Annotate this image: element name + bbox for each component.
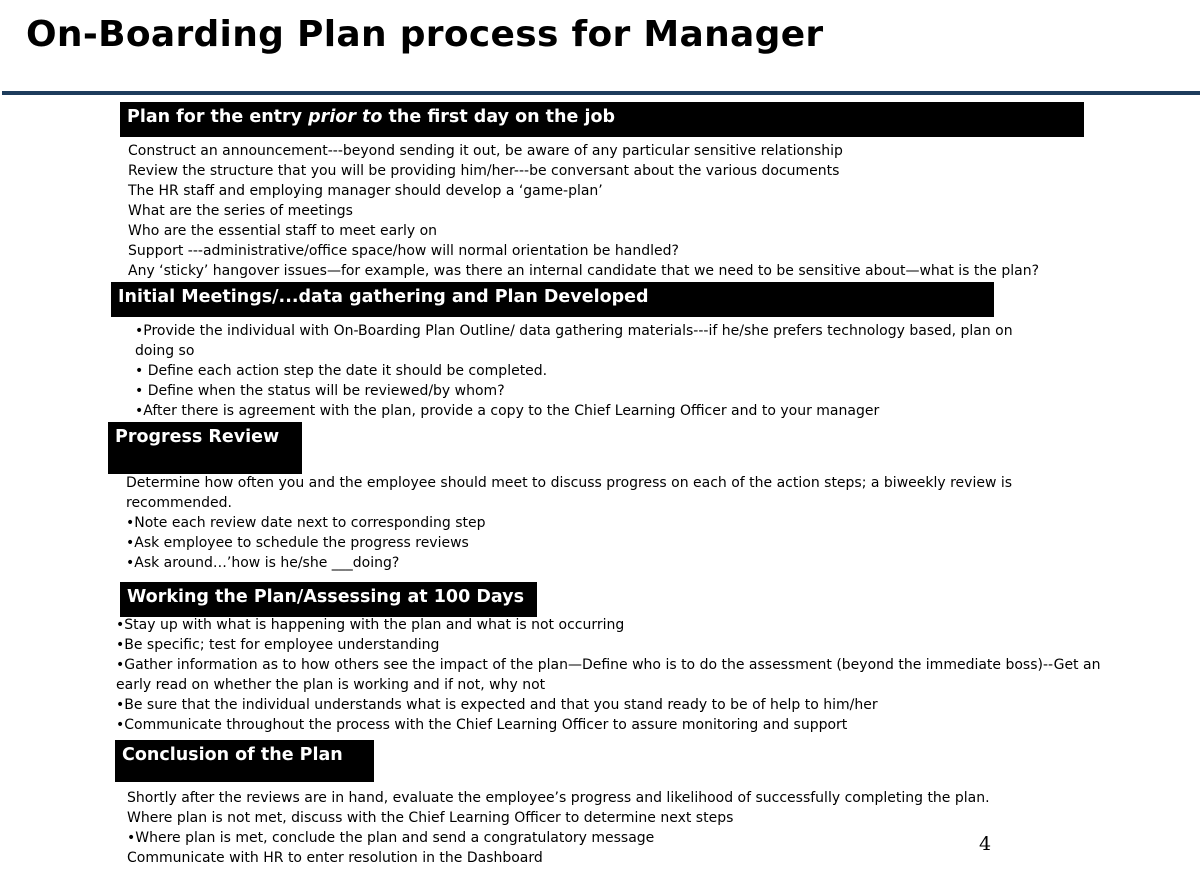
list-item: •Be sure that the individual understands what is expected and that you stand ready to be of help to him/her <box>116 697 878 713</box>
page-title: On-Boarding Plan process for Manager <box>26 14 824 55</box>
list-item: recommended. <box>126 495 232 511</box>
title-divider <box>2 91 1200 95</box>
section-header-progress-review: Progress Review <box>108 422 302 474</box>
list-item: Support ---administrative/office space/how will normal orientation be handled? <box>128 243 679 259</box>
list-item: Shortly after the reviews are in hand, evaluate the employee’s progress and likelihood of successfully completing the plan. <box>127 790 990 806</box>
section-header-working-plan: Working the Plan/Assessing at 100 Days <box>120 582 537 617</box>
list-item: Construct an announcement---beyond sending it out, be aware of any particular sensitive relationship <box>128 143 843 159</box>
list-item: Determine how often you and the employee should meet to discuss progress on each of the action steps; a biweekly review is <box>126 475 1013 491</box>
list-item: Who are the essential staff to meet early on <box>128 223 438 239</box>
list-item: doing so <box>135 343 195 359</box>
list-item: Any ‘sticky’ hangover issues—for example, was there an internal candidate that we need to be sensitive about—what is the plan? <box>128 263 1040 279</box>
list-item: •Communicate throughout the process with the Chief Learning Officer to assure monitoring and support <box>116 717 848 733</box>
section-header-entry-plan <box>120 102 1084 137</box>
list-item: •Be specific; test for employee understanding <box>116 637 440 653</box>
page-number: 4 <box>979 833 992 855</box>
list-item: •Stay up with what is happening with the plan and what is not occurring <box>116 617 625 633</box>
section-body-progress-review <box>126 473 1012 573</box>
list-item: •After there is agreement with the plan, provide a copy to the Chief Learning Officer and to your manager <box>135 403 880 419</box>
section-body-working-plan <box>116 615 1100 735</box>
list-item: •Gather information as to how others see the impact of the plan—Define who is to do the assessment (beyond the immediate boss)--Get an <box>116 657 1101 673</box>
list-item: •Provide the individual with On-Boarding Plan Outline/ data gathering materials---if he/she prefers technology based, plan on <box>135 323 1013 339</box>
list-item: •Ask around…’how is he/she ___doing? <box>126 555 400 571</box>
list-item: early read on whether the plan is working and if not, why not <box>116 677 546 693</box>
list-item: What are the series of meetings <box>128 203 353 219</box>
section-body-initial-meetings <box>135 321 1013 421</box>
section-header-initial-meetings: Initial Meetings/...data gathering and Plan Developed <box>111 282 994 317</box>
list-item: Communicate with HR to enter resolution in the Dashboard <box>127 850 543 866</box>
list-item: • Define when the status will be reviewed/by whom? <box>135 383 505 399</box>
list-item: •Note each review date next to corresponding step <box>126 515 486 531</box>
section-header-conclusion: Conclusion of the Plan <box>115 740 374 782</box>
list-item: Where plan is not met, discuss with the Chief Learning Officer to determine next steps <box>127 810 734 826</box>
list-item: •Ask employee to schedule the progress reviews <box>126 535 469 551</box>
list-item: • Define each action step the date it should be completed. <box>135 363 548 379</box>
section-body-conclusion <box>127 788 990 868</box>
list-item: Review the structure that you will be providing him/her---be conversant about the various documents <box>128 163 840 179</box>
header-text: Plan for the entry <box>127 107 309 127</box>
list-item: •Where plan is met, conclude the plan and send a congratulatory message <box>127 830 655 846</box>
header-text: the first day on the job <box>382 107 616 127</box>
header-emphasis: prior to <box>308 107 383 127</box>
list-item: The HR staff and employing manager should develop a ‘game-plan’ <box>128 183 603 199</box>
section-body-entry-plan <box>128 141 1039 281</box>
